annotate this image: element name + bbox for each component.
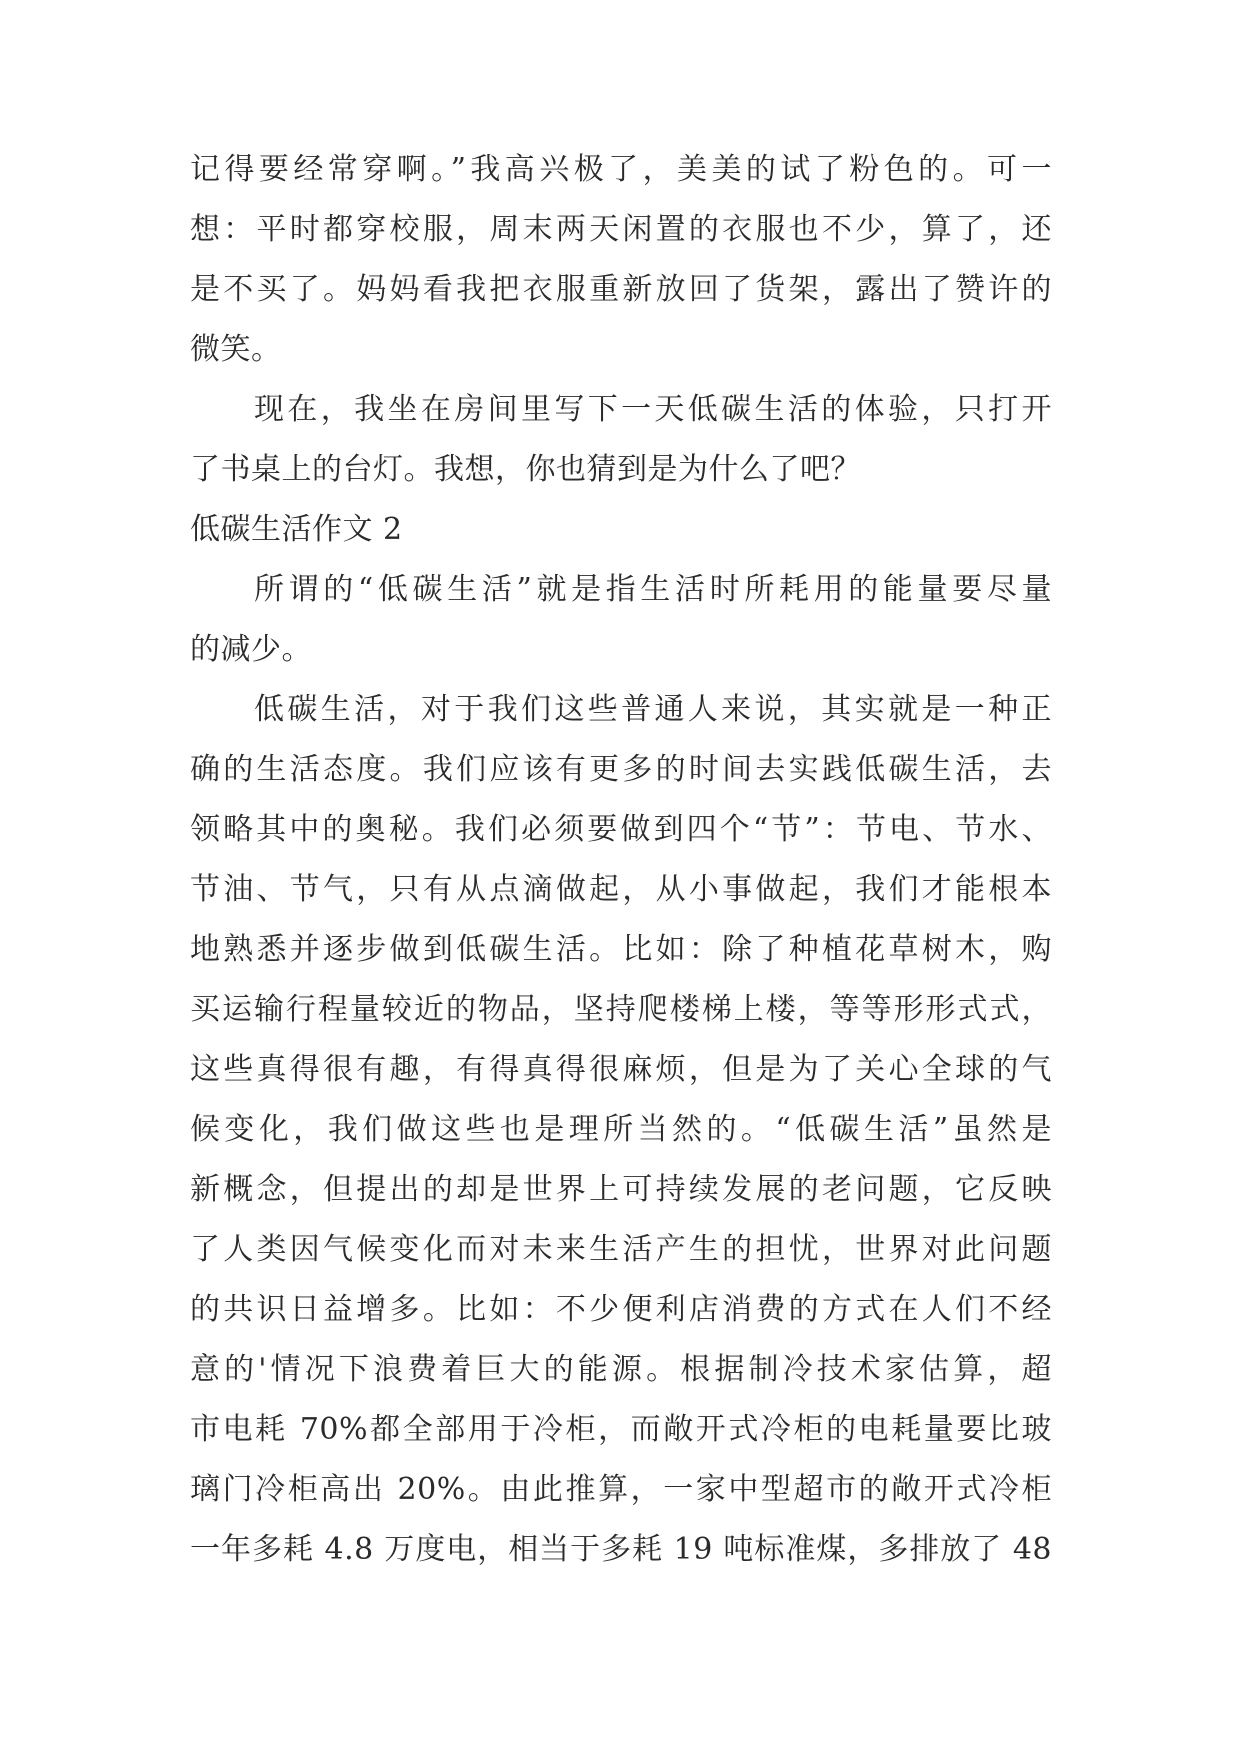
text-line: 记得要经常穿啊。”我高兴极了，美美的试了粉色的。可一 [190, 152, 1052, 187]
text-line: 璃门冷柜高出 20%。由此推算，一家中型超市的敞开式冷柜 [190, 1472, 1052, 1507]
text-line: 确的生活态度。我们应该有更多的时间去实践低碳生活，去 [190, 752, 1052, 787]
text-line: 节油、节气，只有从点滴做起，从小事做起，我们才能根本 [190, 872, 1052, 907]
text-line: 领略其中的奥秘。我们必须要做到四个“节”：节电、节水、 [190, 812, 1052, 847]
text-line: 的共识日益增多。比如：不少便利店消费的方式在人们不经 [190, 1292, 1052, 1327]
text-line: 这些真得很有趣，有得真得很麻烦，但是为了关心全球的气 [190, 1052, 1052, 1087]
text-line: 新概念，但提出的却是世界上可持续发展的老问题，它反映 [190, 1172, 1052, 1207]
text-line: 现在，我坐在房间里写下一天低碳生活的体验，只打开 [254, 392, 1052, 427]
text-line: 的减少。 [190, 632, 312, 667]
section-title: 低碳生活作文 2 [190, 512, 403, 547]
text-line: 低碳生活，对于我们这些普通人来说，其实就是一种正 [254, 692, 1052, 727]
text-line: 意的'情况下浪费着巨大的能源。根据制冷技术家估算，超 [190, 1352, 1052, 1387]
text-line: 地熟悉并逐步做到低碳生活。比如：除了种植花草树木，购 [190, 932, 1052, 967]
text-line: 一年多耗 4.8 万度电，相当于多耗 19 吨标准煤，多排放了 48 [190, 1532, 1052, 1567]
text-line: 微笑。 [190, 332, 282, 367]
text-line: 想：平时都穿校服，周末两天闲置的衣服也不少，算了，还 [190, 212, 1052, 247]
document-body [190, 140, 1052, 1580]
text-line: 所谓的“低碳生活”就是指生活时所耗用的能量要尽量 [254, 572, 1052, 607]
text-line: 了书桌上的台灯。我想，你也猜到是为什么了吧？ [190, 452, 861, 487]
text-line: 了人类因气候变化而对未来生活产生的担忧，世界对此问题 [190, 1232, 1052, 1267]
text-line: 是不买了。妈妈看我把衣服重新放回了货架，露出了赞许的 [190, 272, 1052, 307]
text-line: 候变化，我们做这些也是理所当然的。“低碳生活”虽然是 [190, 1112, 1052, 1147]
text-line: 买运输行程量较近的物品，坚持爬楼梯上楼，等等形形式式， [190, 992, 1052, 1027]
text-line: 市电耗 70%都全部用于冷柜，而敞开式冷柜的电耗量要比玻 [190, 1412, 1052, 1447]
